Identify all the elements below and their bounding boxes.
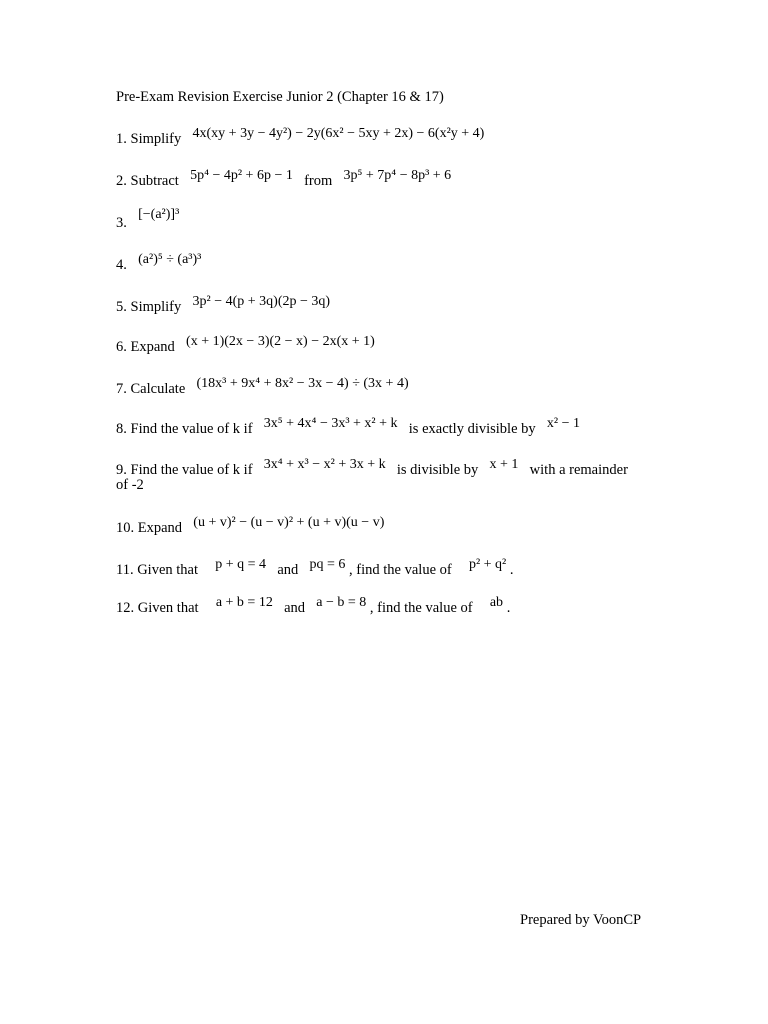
page-title: Pre-Exam Revision Exercise Junior 2 (Chapter 16 & 17) (116, 89, 444, 105)
question-11-expression-3: p² + q² (468, 557, 507, 572)
question-3-label: 3. (116, 215, 127, 231)
question-4-expression: (a²)⁵ ÷ (a³)³ (138, 252, 202, 267)
question-2-expression-2: 3p⁵ + 7p⁴ − 8p³ + 6 (343, 168, 452, 183)
question-2-connector: from (304, 173, 333, 189)
question-11-expression-1: p + q = 4 (215, 557, 267, 572)
question-10-label: 10. Expand (116, 520, 183, 536)
question-8-connector: is exactly divisible by (408, 421, 536, 437)
question-7-expression: (18x³ + 9x⁴ + 8x² − 3x − 4) ÷ (3x + 4) (196, 376, 409, 391)
question-6-label: 6. Expand (116, 339, 175, 355)
question-5-label: 5. Simplify (116, 299, 182, 315)
question-11-end: . (509, 562, 514, 578)
question-8-expression-2: x² − 1 (546, 416, 580, 431)
question-11-expression-2: pq = 6 (309, 557, 346, 572)
question-3-expression: [−(a²)]³ (138, 207, 180, 222)
question-12-expression-2: a − b = 8 (316, 595, 367, 610)
question-9-label: 9. Find the value of k if (116, 462, 253, 478)
question-8-expression-1: 3x⁵ + 4x⁴ − 3x³ + x² + k (263, 416, 398, 431)
question-2-expression-1: 5p⁴ − 4p² + 6p − 1 (190, 168, 293, 183)
question-12 (116, 595, 511, 618)
question-6 (116, 334, 375, 357)
question-5 (116, 294, 331, 317)
question-8-label: 8. Find the value of k if (116, 421, 253, 437)
question-2 (116, 168, 452, 191)
question-6-expression: (x + 1)(2x − 3)(2 − x) − 2x(x + 1) (186, 334, 375, 349)
question-10 (116, 515, 385, 538)
question-7-label: 7. Calculate (116, 381, 186, 397)
question-12-expression-1: a + b = 12 (215, 595, 273, 610)
question-10-expression: (u + v)² − (u − v)² + (u + v)(u − v) (193, 515, 385, 530)
question-4 (116, 252, 202, 275)
footer-author: Prepared by VoonCP (520, 912, 642, 928)
question-12-label: 12. Given that (116, 600, 199, 616)
question-2-label: 2. Subtract (116, 173, 179, 189)
question-1-label: 1. Simplify (116, 131, 182, 147)
question-9 (116, 457, 628, 480)
question-11-label: 11. Given that (116, 562, 199, 578)
question-11 (116, 557, 514, 580)
question-11-tail: , find the value of (349, 562, 452, 578)
question-4-label: 4. (116, 257, 127, 273)
question-3 (116, 207, 180, 233)
question-11-connector: and (277, 562, 299, 578)
question-9-expression-1: 3x⁴ + x³ − x² + 3x + k (263, 457, 386, 472)
question-9-expression-2: x + 1 (489, 457, 519, 472)
question-9-connector: is divisible by (396, 462, 479, 478)
question-8 (116, 416, 580, 439)
question-9-tail: with a remainder (529, 462, 628, 478)
question-5-expression: 3p² − 4(p + 3q)(2p − 3q) (192, 294, 331, 309)
question-12-tail: , find the value of (369, 600, 473, 616)
question-12-connector: and (284, 600, 306, 616)
question-7 (116, 376, 409, 399)
question-1-expression: 4x(xy + 3y − 4y²) − 2y(6x² − 5xy + 2x) − 6(x²y + 4) (192, 126, 485, 141)
question-1 (116, 126, 485, 149)
question-9-continuation: of -2 (116, 477, 144, 493)
question-12-expression-3: ab (489, 595, 504, 610)
question-12-end: . (506, 600, 511, 616)
